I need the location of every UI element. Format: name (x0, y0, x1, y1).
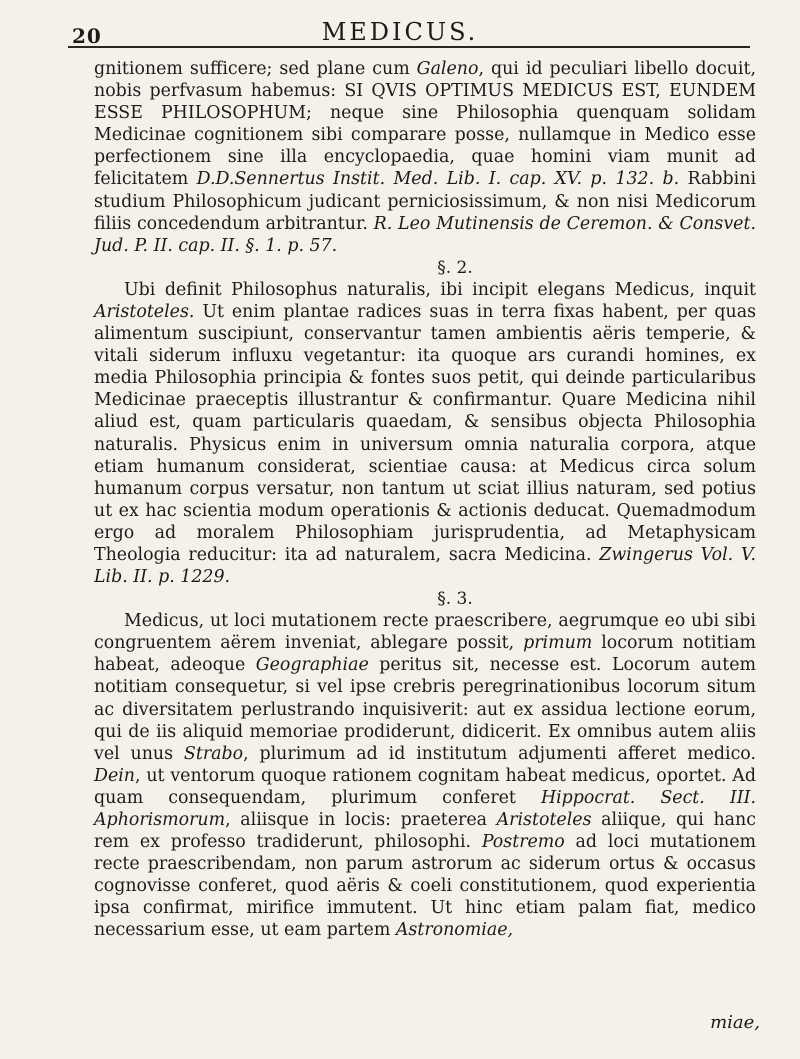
citation: Zwingerus Vol. V. Lib. II. p. 1229. (94, 544, 756, 588)
page-number: 20 (72, 24, 102, 48)
section-number-3: §. 3. (437, 589, 473, 610)
section-number-2: §. 2. (437, 257, 473, 278)
citation: Aristoteles (496, 810, 592, 830)
emphasis: primum (523, 633, 593, 654)
citation: R. Leo Mutinensis de Ceremon. & Consvet. Jud. P. II. cap. II. §. 1. p. 57. (94, 213, 756, 256)
emphasis: Dein (94, 765, 135, 786)
running-title: MEDICUS. (321, 18, 479, 46)
citation: Aristoteles (94, 301, 189, 322)
citation: Strabo (183, 743, 244, 764)
emphasis: Astronomiae, (395, 920, 514, 941)
emphasis: Geographiae (255, 655, 369, 676)
citation: Hippocrat. Sect. III. Aphorismorum (94, 787, 756, 830)
paragraph-2: Ubi definit Philosophus naturalis, ibi incipit elegans Medicus, inquit Aristoteles. Ut enim plantae radices suas in terra fixas habent, per quas alimentum suscipiunt, conservantur tamen ambientis aëris temperie, & vitali siderum influxu vegetantur: ita quoque ars curandi homines, ex media Philosophia principia & fontes suos petit, qui deinde particularibus Medicinae praeceptis illustrantur & confirmantur. Quare Medicina nihil aliud est, quam particularis quaedam, & sensibus objecta Philosophia naturalis. Physicus enim in universum omnia naturalia corpora, atque etiam humanum considerat, scientiae causa: at Medicus circa solum humanum corpus versatur, non tantum ut sciat illius naturam, sed potius ut ex hac scientia modum operationis & actionis deducat. Quemadmodum ergo ad moralem Philosophiam jurisprudentia, ad Metaphysicam Theologia reducitur: ita ad naturalem, sacra Medicina. Zwingerus Vol. V. Lib. II. p. 1229. (94, 279, 756, 588)
page-header (50, 14, 750, 48)
citation: Galeno (416, 59, 479, 79)
citation: D.D.Sennertus Instit. Med. Lib. I. cap. XV. p. 132. b. (196, 169, 680, 190)
body-text (94, 58, 756, 942)
catchword: miae, (710, 1012, 760, 1033)
paragraph-1: gnitionem sufficere; sed plane cum Galeno, qui id peculiari libello docuit, nobis perfvasum habemus: SI QVIS OPTIMUS MEDICUS EST, EUNDEM ESSE PHILOSOPHUM; neque sine Philosophia quenquam solidam Medicinae cognitionem sibi comparare posse, nullamque in Medico esse perfectionem sine illa encyclopaedia, quae homini viam munit ad felicitatem D.D.Sennertus Instit. Med. Lib. I. cap. XV. p. 132. b. Rabbini studium Philosophicum judicant perniciosissimum, & non nisi Medicorum filiis concedendum arbitrantur. R. Leo Mutinensis de Ceremon. & Consvet. Jud. P. II. cap. II. §. 1. p. 57. (94, 59, 757, 256)
paragraph-3: Medicus, ut loci mutationem recte praescribere, aegrumque eo ubi sibi congruentem aërem inveniat, ablegare possit, primum locorum notitiam habeat, adeoque Geographiae peritus sit, necesse est. Locorum autem notitiam consequetur, si vel ipse crebris peregrinationibus locorum situm ac diversitatem perlustrando inquisiverit: aut ex assidua lectione eorum, qui de iis aliquid memoriae prodiderunt, didicerit. Ex omnibus autem aliis vel unus Strabo, plurimum ad id institutum adjumenti afferet medico. Dein, ut ventorum quoque rationem cognitam habeat medicus, oportet. Ad quam consequendam, plurimum conferet Hippocrat. Sect. III. Aphorismorum, aliisque in locis: praeterea Aristoteles aliique, qui hanc rem ex professo tradiderunt, philosophi. Postremo ad loci mutationem recte praescribendam, non parum astrorum ac siderum ortus & occasus cognovisse conferet, quod aëris & coeli constitutionem, quod experientia ipsa confirmat, mirifice immutent. Ut hinc etiam palam fiat, medico necessarium esse, ut eam partem Astronomiae, (94, 611, 757, 941)
header-rule (68, 46, 750, 48)
emphasis: Postremo (481, 832, 565, 853)
